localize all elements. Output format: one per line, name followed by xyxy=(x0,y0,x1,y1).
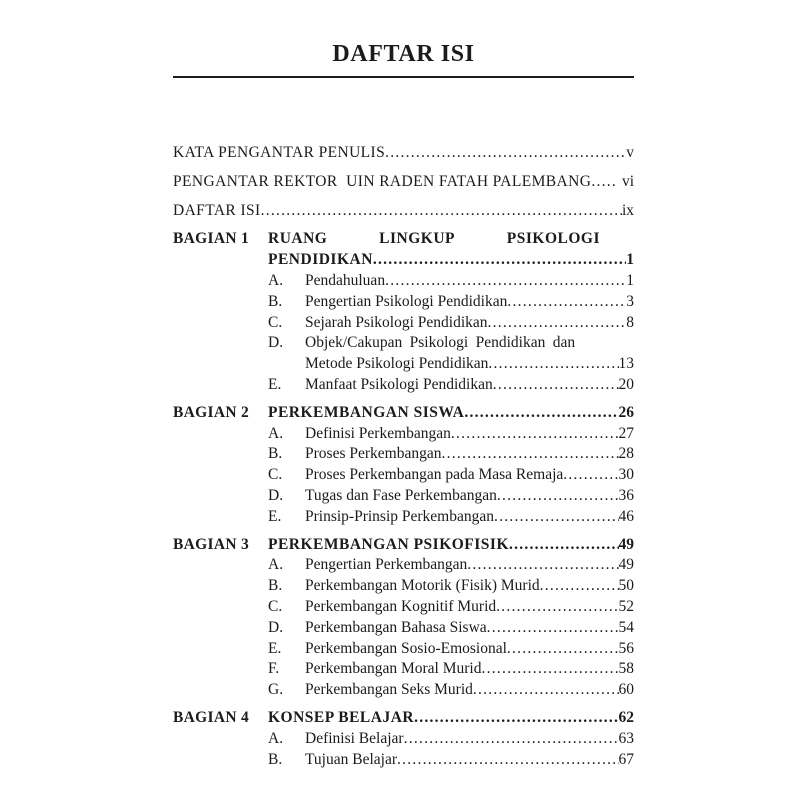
page-number: 56 xyxy=(618,639,634,657)
item-label: Sejarah Psikologi Pendidikan xyxy=(305,313,488,331)
page-number: 3 xyxy=(626,292,634,310)
section-content xyxy=(268,708,634,770)
item-body xyxy=(305,465,634,486)
front-matter-label: DAFTAR ISI xyxy=(173,201,261,219)
item-body xyxy=(305,375,634,396)
section-title-row xyxy=(268,250,634,271)
page-number: v xyxy=(626,144,634,161)
page-number: 13 xyxy=(618,355,634,373)
dot-leader xyxy=(509,535,618,556)
page-number: vi xyxy=(618,172,634,190)
item-leader-row xyxy=(305,444,634,465)
item-label: Perkembangan Moral Murid xyxy=(305,660,482,678)
toc-section xyxy=(173,229,634,395)
toc-item xyxy=(268,555,634,576)
item-letter: C. xyxy=(268,313,283,331)
page-number: 8 xyxy=(626,313,634,331)
section-title-row xyxy=(268,708,634,729)
dot-leader xyxy=(540,576,619,597)
item-leader-row xyxy=(305,618,634,639)
section-title-row xyxy=(268,403,634,424)
item-body xyxy=(305,576,634,597)
item-body xyxy=(305,424,634,445)
section-title-word: LINGKUP xyxy=(379,230,455,248)
section-label: BAGIAN 2 xyxy=(173,403,250,421)
toc-item xyxy=(268,659,634,680)
dot-leader xyxy=(493,375,619,396)
item-letter: F. xyxy=(268,660,280,678)
page-number: 49 xyxy=(618,556,634,574)
page-number: 1 xyxy=(626,271,634,289)
page-number: 60 xyxy=(618,681,634,699)
page-number: 28 xyxy=(618,445,634,463)
toc-section xyxy=(173,708,634,770)
page-number: 36 xyxy=(618,486,634,504)
item-label: Definisi Perkembangan xyxy=(305,424,451,442)
item-label-line1: Objek/Cakupan Psikologi Pendidikan dan xyxy=(305,334,576,352)
page-number: 58 xyxy=(618,660,634,678)
page-number: 20 xyxy=(618,375,634,393)
toc-item xyxy=(268,333,634,375)
section-title: PENDIDIKAN xyxy=(268,251,373,269)
dot-leader xyxy=(397,750,619,771)
item-letter: A. xyxy=(268,271,284,289)
item-letter: A. xyxy=(268,424,284,442)
item-leader-row xyxy=(305,639,634,660)
item-letter: D. xyxy=(268,486,284,504)
page-number: 27 xyxy=(618,424,634,442)
item-letter: A. xyxy=(268,556,284,574)
item-leader-row xyxy=(305,576,634,597)
dot-leader xyxy=(497,486,619,507)
toc-section xyxy=(173,403,634,528)
page-number: 52 xyxy=(618,597,634,615)
item-label: Perkembangan Sosio-Emosional xyxy=(305,639,507,657)
toc-item xyxy=(268,639,634,660)
item-body xyxy=(305,597,634,618)
section-content xyxy=(268,229,634,395)
item-body xyxy=(305,444,634,465)
item-leader-row xyxy=(305,486,634,507)
dot-leader xyxy=(482,659,619,680)
section-label: BAGIAN 4 xyxy=(173,708,250,726)
toc-item xyxy=(268,444,634,465)
item-label: Manfaat Psikologi Pendidikan xyxy=(305,375,493,393)
dot-leader xyxy=(494,507,619,528)
item-body xyxy=(305,659,634,680)
item-body xyxy=(305,333,634,375)
dot-leader xyxy=(488,313,627,334)
section-page-number: 1 xyxy=(626,251,634,269)
item-body xyxy=(305,618,634,639)
toc-item xyxy=(268,507,634,528)
dot-leader xyxy=(467,555,618,576)
section-label: BAGIAN 3 xyxy=(173,535,250,553)
front-matter-row xyxy=(173,143,634,164)
section-title: PERKEMBANGAN SISWA xyxy=(268,403,465,421)
page-number: 50 xyxy=(618,577,634,595)
item-letter: D. xyxy=(268,618,284,636)
item-leader-row xyxy=(305,555,634,576)
item-label: Proses Perkembangan xyxy=(305,445,442,463)
toc-item xyxy=(268,576,634,597)
item-label: Tugas dan Fase Perkembangan xyxy=(305,486,497,504)
item-label: Pengertian Psikologi Pendidikan xyxy=(305,292,508,310)
dot-leader xyxy=(261,201,622,222)
item-label: Proses Perkembangan pada Masa Remaja xyxy=(305,466,564,484)
dot-leader xyxy=(385,143,626,164)
dot-leader xyxy=(591,172,618,193)
toc-item xyxy=(268,424,634,445)
item-body xyxy=(305,292,634,313)
item-letter: B. xyxy=(268,750,283,768)
toc-item xyxy=(268,729,634,750)
dot-leader xyxy=(464,403,618,424)
page-title: DAFTAR ISI xyxy=(332,41,475,67)
item-body xyxy=(305,486,634,507)
front-matter-row xyxy=(173,172,634,193)
dot-leader xyxy=(404,729,619,750)
toc-item xyxy=(268,486,634,507)
toc-item xyxy=(268,680,634,701)
toc-item xyxy=(268,271,634,292)
section-title-row xyxy=(268,535,634,556)
item-body xyxy=(305,271,634,292)
page-number: 67 xyxy=(618,750,634,768)
item-body xyxy=(305,313,634,334)
front-matter-label: PENGANTAR REKTOR UIN RADEN FATAH PALEMBANG xyxy=(173,172,592,190)
page-number: 54 xyxy=(618,618,634,636)
dot-leader xyxy=(487,618,619,639)
page-number: 30 xyxy=(618,466,634,484)
item-leader-row xyxy=(305,597,634,618)
item-label: Tujuan Belajar xyxy=(305,750,397,768)
section-content xyxy=(268,403,634,528)
item-label: Perkembangan Seks Murid xyxy=(305,681,473,699)
item-letter: B. xyxy=(268,445,283,463)
dot-leader xyxy=(507,639,619,660)
item-label: Perkembangan Motorik (Fisik) Murid xyxy=(305,577,540,595)
section-title-word: RUANG xyxy=(268,230,328,248)
section-page-number: 62 xyxy=(618,708,634,726)
page-number: 46 xyxy=(618,507,634,525)
section-page-number: 26 xyxy=(618,403,634,421)
dot-leader xyxy=(473,680,619,701)
item-letter: G. xyxy=(268,681,284,699)
item-letter: B. xyxy=(268,577,283,595)
item-letter: E. xyxy=(268,375,282,393)
dot-leader xyxy=(496,597,618,618)
dot-leader xyxy=(373,250,626,271)
item-leader-row xyxy=(305,465,634,486)
item-label: Perkembangan Bahasa Siswa xyxy=(305,618,487,636)
front-matter-row xyxy=(173,201,634,222)
item-leader-row xyxy=(305,354,634,375)
toc-item xyxy=(268,618,634,639)
item-letter: D. xyxy=(268,334,284,352)
section-label: BAGIAN 1 xyxy=(173,230,250,248)
toc-item xyxy=(268,750,634,771)
item-leader-row xyxy=(305,271,634,292)
item-leader-row xyxy=(305,729,634,750)
section-title-justified-line xyxy=(268,229,600,250)
page-number: ix xyxy=(621,201,634,219)
item-letter: E. xyxy=(268,507,282,525)
dot-leader xyxy=(488,354,618,375)
item-body xyxy=(305,555,634,576)
item-leader-row xyxy=(305,680,634,701)
item-body xyxy=(305,639,634,660)
item-letter: A. xyxy=(268,729,284,747)
front-matter-label: KATA PENGANTAR PENULIS xyxy=(173,144,386,161)
item-letter: C. xyxy=(268,466,283,484)
item-letter: E. xyxy=(268,639,282,657)
item-leader-row xyxy=(305,292,634,313)
item-leader-row xyxy=(305,375,634,396)
toc-item xyxy=(268,597,634,618)
section-page-number: 49 xyxy=(618,535,634,553)
dot-leader xyxy=(563,465,618,486)
item-label: Metode Psikologi Pendidikan xyxy=(305,355,489,373)
item-label: Prinsip-Prinsip Perkembangan xyxy=(305,507,494,525)
toc-item xyxy=(268,313,634,334)
item-label: Definisi Belajar xyxy=(305,729,404,747)
toc-item xyxy=(268,292,634,313)
page-number: 63 xyxy=(618,729,634,747)
item-body xyxy=(305,507,634,528)
item-letter: C. xyxy=(268,597,283,615)
item-label: Pengertian Perkembangan xyxy=(305,556,468,574)
item-leader-row xyxy=(305,659,634,680)
title-rule xyxy=(173,76,634,78)
toc-item xyxy=(268,465,634,486)
toc-section xyxy=(173,535,634,701)
section-title: PERKEMBANGAN PSIKOFISIK xyxy=(268,535,510,553)
item-label: Pendahuluan xyxy=(305,271,386,289)
dot-leader xyxy=(414,708,618,729)
section-title: KONSEP BELAJAR xyxy=(268,708,415,726)
item-leader-row xyxy=(305,750,634,771)
item-leader-row xyxy=(305,507,634,528)
item-label: Perkembangan Kognitif Murid xyxy=(305,597,497,615)
item-body xyxy=(305,680,634,701)
item-letter: B. xyxy=(268,292,283,310)
dot-leader xyxy=(451,424,619,445)
dot-leader xyxy=(441,444,618,465)
section-content xyxy=(268,535,634,701)
item-body xyxy=(305,729,634,750)
dot-leader xyxy=(385,271,626,292)
toc-list xyxy=(173,143,634,770)
item-body xyxy=(305,750,634,771)
section-title-word: PSIKOLOGI xyxy=(506,230,600,248)
dot-leader xyxy=(507,292,626,313)
toc-item xyxy=(268,375,634,396)
item-leader-row xyxy=(305,424,634,445)
item-leader-row xyxy=(305,313,634,334)
